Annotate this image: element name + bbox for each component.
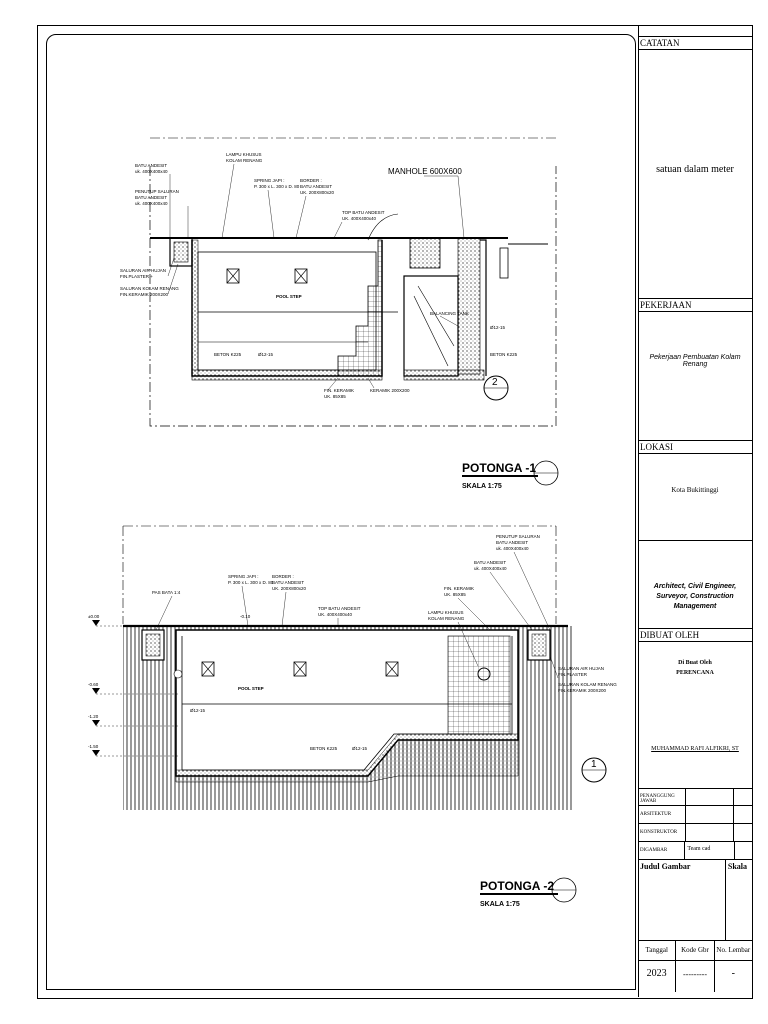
- table-row: [638, 788, 752, 806]
- label: Ø12-15: [352, 746, 368, 751]
- section2-detail-no: 1: [591, 759, 597, 770]
- lembar-label: No. Lembar: [716, 946, 751, 954]
- level-label: -0.60: [88, 682, 99, 687]
- section1-left-wall: [192, 240, 198, 376]
- label: SALURAN AIR HUJAN: [558, 666, 605, 671]
- label: KOLAM RENANG: [428, 616, 465, 621]
- label: MANHOLE 600X600: [388, 167, 462, 176]
- label: LAMPU KHUSUS: [428, 610, 464, 615]
- label: Ø12-15: [490, 325, 506, 330]
- label: uk. 400X400x40: [135, 201, 168, 206]
- section-2: [88, 526, 617, 908]
- lokasi-label: LOKASI: [638, 440, 752, 454]
- label: BORDER :: [272, 574, 294, 579]
- row-label: DIGAMBAR: [638, 842, 685, 859]
- label: FIN.PLASTER: [558, 672, 588, 677]
- drawing-area: [38, 26, 639, 997]
- label: FIN.PLASTER +: [120, 274, 153, 279]
- label: BATU ANDESIT: [496, 540, 529, 545]
- label: SALURAN AIR HUJAN: [120, 268, 167, 273]
- catatan-text: satuan dalam meter: [656, 164, 734, 175]
- label: BATU ANDESIT: [272, 580, 305, 585]
- row-label: PENANGGUNG JAWAB: [638, 788, 686, 805]
- designer-name: MUHAMMAD RAFI ALFIKRI, ST: [651, 746, 739, 752]
- label: uk. 400X400x40: [496, 546, 529, 551]
- pekerjaan-text: Pekerjaan Pembuatan Kolam Renang: [649, 354, 741, 368]
- label: SPRING JAPI :: [254, 178, 285, 183]
- section1-manhole-box: [410, 238, 440, 268]
- table-row: [638, 842, 752, 860]
- label: UK. 400X400x40: [342, 216, 377, 221]
- lembar-value: -: [731, 968, 735, 979]
- label: BALANCING TANK: [430, 311, 469, 316]
- section1-scale: SKALA 1:75: [462, 483, 502, 490]
- section1-right-wall: [458, 238, 480, 374]
- label: SPRING JAPI :: [228, 574, 259, 579]
- section2-scale: SKALA 1:75: [480, 901, 520, 908]
- label: UK. 400X400x40: [318, 612, 353, 617]
- responsibility-table: [638, 788, 752, 860]
- level-markers: [92, 620, 100, 756]
- table-row: [638, 824, 752, 842]
- label: BETON K225: [214, 352, 242, 357]
- pekerjaan-label: PEKERJAAN: [638, 298, 752, 312]
- label: P. 300 x L. 300 x D. 80: [254, 184, 300, 189]
- label: BATU ANDESIT: [300, 184, 333, 189]
- profession-text: Architect, Civil Engineer, Surveyor, Construction Management: [653, 583, 737, 610]
- section1-steps: [338, 240, 382, 376]
- section2-title: POTONGA -2: [480, 879, 555, 893]
- label: uk. 400X400x40: [474, 566, 507, 571]
- judul-label: Judul Gambar: [638, 860, 726, 940]
- skala-label: Skala: [727, 862, 748, 871]
- section1-detail-no: 2: [492, 377, 498, 388]
- catatan-label: CATATAN: [638, 36, 752, 50]
- label: UK. 85X85: [444, 592, 466, 597]
- footer-values: [638, 960, 752, 992]
- label: UK. 200X800x20: [272, 586, 307, 591]
- level-label: ±0.00: [88, 614, 100, 619]
- row-value: [686, 788, 734, 805]
- row-value: [686, 806, 734, 823]
- label: SALURAN KOLAM RENANG: [120, 286, 179, 291]
- level-label: -0.10: [240, 614, 251, 619]
- lokasi-text: Kota Bukittinggi: [671, 486, 719, 494]
- level-label: -1.20: [88, 714, 99, 719]
- label: BORDER :: [300, 178, 322, 183]
- row-value: Team cad: [685, 842, 734, 859]
- label: P. 300 x L. 300 x D. 80: [228, 580, 274, 585]
- label: POOL STEP: [238, 686, 264, 691]
- label: TOP BATU ANDESIT: [342, 210, 385, 215]
- row-label: ARSITEKTUR: [638, 806, 686, 823]
- tanggal-value: 2023: [638, 960, 676, 992]
- label: Ø12-15: [258, 352, 274, 357]
- judul-row: [638, 860, 752, 941]
- kode-value: ---------: [676, 960, 714, 992]
- label: Ø12-15: [190, 708, 206, 713]
- label: FIN.KERAMIK 200X200: [558, 688, 607, 693]
- label: KERAMIK 200X200: [370, 388, 410, 393]
- label: BATU ANDESIT: [474, 560, 507, 565]
- label: POOL STEP: [276, 294, 302, 299]
- dibuat-label: DIBUAT OLEH: [638, 628, 752, 642]
- kode-label: Kode Gbr: [676, 940, 714, 960]
- label: FIN. KERAMIK: [324, 388, 355, 393]
- dibuat-line1: Di Buat Oleh: [678, 660, 712, 666]
- label: UK. 85X85: [324, 394, 346, 399]
- section1-pipe: [500, 248, 508, 278]
- row-label: KONSTRUKTOR: [638, 824, 686, 841]
- section1-title: POTONGA -1: [462, 461, 537, 475]
- section1-left-gutter-fill: [174, 242, 188, 262]
- label: UK. 200X800x20: [300, 190, 335, 195]
- label: FIN.KERAMIK 200X200: [120, 292, 169, 297]
- label: SALURAN KOLAM RENANG: [558, 682, 617, 687]
- label: BETON K225: [310, 746, 338, 751]
- section-1: [120, 138, 558, 490]
- title-block: [638, 36, 752, 996]
- label: BATU ANDESIT: [135, 163, 168, 168]
- section2-tiled-wall: [448, 636, 510, 734]
- dibuat-line2: PERENCANA: [676, 670, 714, 676]
- tanggal-label: Tanggal: [638, 940, 676, 960]
- label: uk. 400X400x40: [135, 169, 168, 174]
- row-value: [686, 824, 734, 841]
- level-label: -1.50: [88, 744, 99, 749]
- label: PAS BATA 1:4: [152, 590, 181, 595]
- footer-labels: [638, 940, 752, 961]
- label: LAMPU KHUSUS: [226, 152, 262, 157]
- section-drawings: [38, 26, 638, 997]
- table-row: [638, 806, 752, 824]
- label: PENUTUP SALURAN: [135, 189, 179, 194]
- section1-balancing-tank: [404, 276, 458, 376]
- label: TOP BATU ANDESIT: [318, 606, 361, 611]
- label: PENUTUP SALURAN: [496, 534, 540, 539]
- label: BATU ANDESIT: [135, 195, 168, 200]
- drawing-sheet: [37, 25, 753, 999]
- label: BETON K225: [490, 352, 518, 357]
- label: FIN. KERAMIK: [444, 586, 475, 591]
- label: KOLAM RENANG: [226, 158, 263, 163]
